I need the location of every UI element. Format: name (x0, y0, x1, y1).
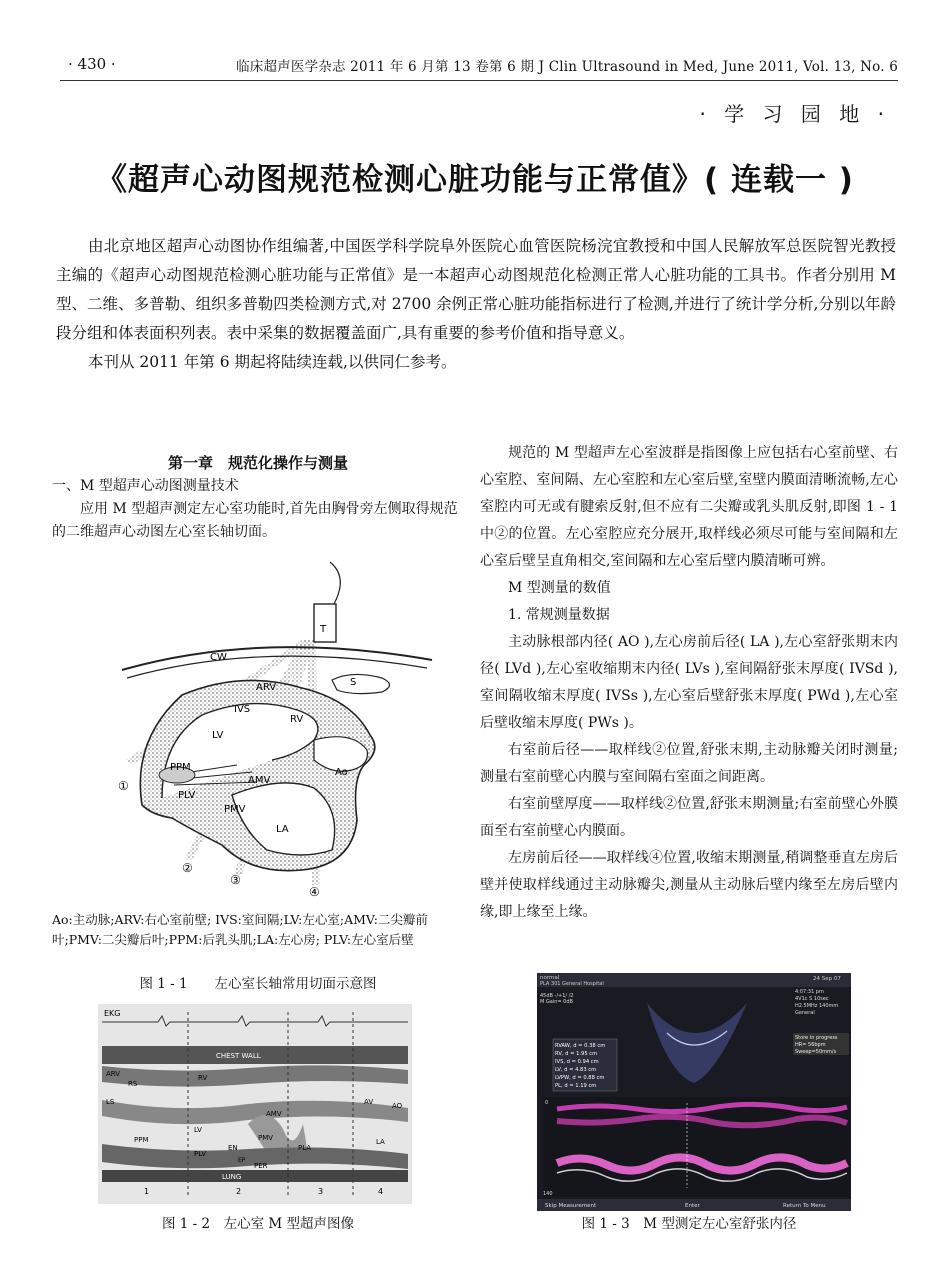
screen-freq: H2.5MHz 140mm (795, 1003, 839, 1009)
label-lv: LV (194, 1126, 202, 1134)
screen-enter: Enter (685, 1203, 700, 1209)
chapter-heading: 第一章 规范化操作与测量 (167, 454, 348, 472)
label-pla: PLA (298, 1144, 312, 1152)
intro-paragraph-1: 由北京地区超声心动图协作组编著,中国医学科学院阜外医院心血管医院杨浣宜教授和中国人民解放军总医院智光教授主编的《超声心动图规范检测心脏功能与正常值》是一本超声心动图规范化检测正常人心脏功能的工具书。作者分别用 M 型、二维、多普勒、组织多普勒四类检测方式,对 2700 余例正常心脏功能指标进行了检测,并进行了统计学分析,分别以年龄段分组和体表面积列表。表中采集的数据覆盖面广,具有重要的参考价值和指导意义。 (56, 237, 896, 342)
label-la: LA (376, 1138, 385, 1146)
meas-lvpw: LVPW, d = 0.88 cm (555, 1075, 605, 1081)
transducer (314, 604, 336, 642)
screen-time: 4:07:31 pm (795, 989, 824, 995)
figure-1-heart-diagram (52, 560, 464, 900)
figure-3-ultrasound-screen (537, 973, 851, 1211)
right-paragraph-3: 1. 常规测量数据 (508, 607, 610, 623)
label-ao: AO (392, 1102, 403, 1110)
label-ep: EP (238, 1157, 246, 1164)
meas-rvaw: RVAW, d = 0.38 cm (555, 1043, 606, 1049)
meas-rv: RV, d = 1.95 cm (555, 1051, 598, 1057)
label-line-1: ① (118, 779, 129, 793)
figure-1-abbreviations: Ao:主动脉;ARV:右心室前壁; IVS:室间隔;LV:左心室;AMV:二尖瓣前叶;PMV:二尖瓣后叶;PPM:后乳头肌;LA:左心房; PLV:左心室后壁 (52, 912, 428, 947)
meas-lv: LV, d = 4.83 cm (555, 1067, 597, 1073)
label-T: T (320, 624, 327, 635)
scale-top: 0 (545, 1100, 549, 1106)
label-phase-3: 3 (318, 1187, 324, 1196)
label-AMV: AMV (248, 775, 271, 786)
label-rv: RV (198, 1074, 208, 1082)
label-arv: ARV (106, 1070, 121, 1078)
screen-return-menu: Return To Menu (783, 1203, 826, 1209)
label-phase-4: 4 (378, 1187, 384, 1196)
label-ARV: ARV (256, 682, 277, 693)
label-rs: RS (128, 1080, 138, 1088)
label-lung: LUNG (222, 1173, 242, 1181)
figure-3-caption: 图 1 - 3 M 型测定左心室舒张内径 (581, 1216, 797, 1232)
label-ppm: PPM (134, 1136, 149, 1144)
label-ekg: EKG (104, 1009, 121, 1018)
right-column (480, 440, 898, 926)
figure-2-m-mode-schematic (98, 1004, 412, 1204)
figure-1-caption: 图 1 - 1 左心室长轴常用切面示意图 (139, 976, 377, 992)
label-pmv: PMV (258, 1134, 274, 1142)
label-en: EN (228, 1144, 238, 1152)
scale-bottom: 140 (543, 1191, 553, 1197)
label-PMV: PMV (224, 804, 246, 815)
right-paragraph-2: M 型测量的数值 (508, 580, 611, 596)
screen-mode: normal (540, 975, 560, 981)
right-paragraph-5: 右室前后径——取样线②位置,舒张末期,主动脉瓣关闭时测量;测量右室前壁心内膜与室间隔右室面之间距离。 (480, 742, 898, 785)
screen-param-1: 45dB -/+1/ /2 (540, 993, 574, 999)
label-ls: LS (106, 1098, 115, 1106)
right-paragraph-6: 右室前壁厚度——取样线②位置,舒张末期测量;右室前壁心外膜面至右室前壁心内膜面。 (480, 796, 898, 839)
lung-band (102, 1170, 408, 1182)
left-paragraph: 应用 M 型超声测定左心室功能时,首先由胸骨旁左侧取得规范的二维超声心动图左心室长轴切面。 (52, 501, 458, 540)
label-PLV: PLV (178, 790, 196, 801)
right-paragraph-7: 左房前后径——取样线④位置,收缩末期测量,稍调整垂直左房后壁并使取样线通过主动脉瓣尖,测量从主动脉后壁内缘至左房后壁内缘,即上缘至上缘。 (480, 850, 898, 920)
screen-hospital: PLA 301 General Hospital (540, 981, 604, 987)
article-title: 《超声心动图规范检测心脏功能与正常值》( 连载一 ) (96, 162, 854, 198)
label-LA: LA (276, 824, 289, 835)
section-heading: 一、M 型超声心动图测量技术 (52, 478, 239, 494)
label-LV: LV (212, 730, 224, 741)
screen-sweep: Sweep=50mm/s (795, 1049, 837, 1055)
intro-paragraph-2: 本刊从 2011 年第 6 期起将陆续连载,以供同仁参考。 (88, 353, 457, 371)
label-RV: RV (290, 714, 304, 725)
label-phase-1: 1 (144, 1187, 150, 1196)
intro-section (56, 232, 896, 377)
journal-header: 临床超声医学杂志 2011 年 6 月第 13 卷第 6 期 J Clin Ultrasound in Med, June 2011, Vol. 13, No. 6 (236, 59, 898, 75)
label-chest-wall: CHEST WALL (216, 1052, 261, 1060)
label-Ao: Ao (335, 767, 348, 778)
label-line-2: ② (182, 861, 193, 875)
screen-param-2: M Gain= 0dB (540, 999, 573, 1005)
column-tag: · 学 习 园 地 · (699, 102, 890, 126)
label-IVS: IVS (234, 704, 251, 715)
sternum-shape (332, 674, 390, 693)
header-rule (60, 80, 898, 81)
label-line-4: ④ (309, 885, 320, 899)
page-number: · 430 · (68, 55, 116, 73)
label-PPM: PPM (170, 762, 191, 773)
screen-date: 24 Sep 07 (813, 976, 841, 982)
screen-hr: HR= 56bpm (795, 1042, 826, 1048)
meas-ivs: IVS, d = 0.94 cm (555, 1059, 599, 1065)
figure-2-caption: 图 1 - 2 左心室 M 型超声图像 (161, 1216, 355, 1232)
label-per: PER (254, 1162, 268, 1170)
label-amv: AMV (266, 1110, 282, 1118)
right-paragraph-4: 主动脉根部内径( AO ),左心房前后径( LA ),左心室舒张期末内径( LVd ),左心室收缩期末内径( LVs ),室间隔舒张末厚度( IVSd ),室间隔收缩末厚度( IVSs ),左心室后壁舒张末厚度( PWd ),左心室后壁收缩末厚度( PWs )。 (480, 634, 898, 731)
label-S: S (350, 677, 357, 688)
label-phase-2: 2 (236, 1187, 242, 1196)
left-column (52, 452, 464, 544)
screen-preset: General (795, 1010, 815, 1016)
right-paragraph-1: 规范的 M 型超声左心室波群是指图像上应包括右心室前壁、右心室腔、室间隔、左心室腔和左心室后壁,室壁内膜面清晰流畅,左心室腔内可无或有腱索反射,但不应有二尖瓣或乳头肌反射,即图 1 - 1 中②的位置。左心室腔应充分展开,取样线必须尽可能与室间隔和左心室后壁呈直角相交,室间隔和左心室后壁内膜清晰可辨。 (480, 445, 898, 569)
label-CW: CW (210, 652, 227, 663)
meas-pl: PL, d = 1.19 cm (555, 1083, 597, 1089)
screen-store: Store in progress (795, 1035, 838, 1041)
screen-skip-measurement: Skip Measurement (545, 1203, 597, 1209)
label-line-3: ③ (230, 873, 241, 887)
screen-probe: 4V1c S 10sec (795, 996, 829, 1002)
label-plv: PLV (194, 1150, 207, 1158)
label-av: AV (364, 1098, 374, 1106)
